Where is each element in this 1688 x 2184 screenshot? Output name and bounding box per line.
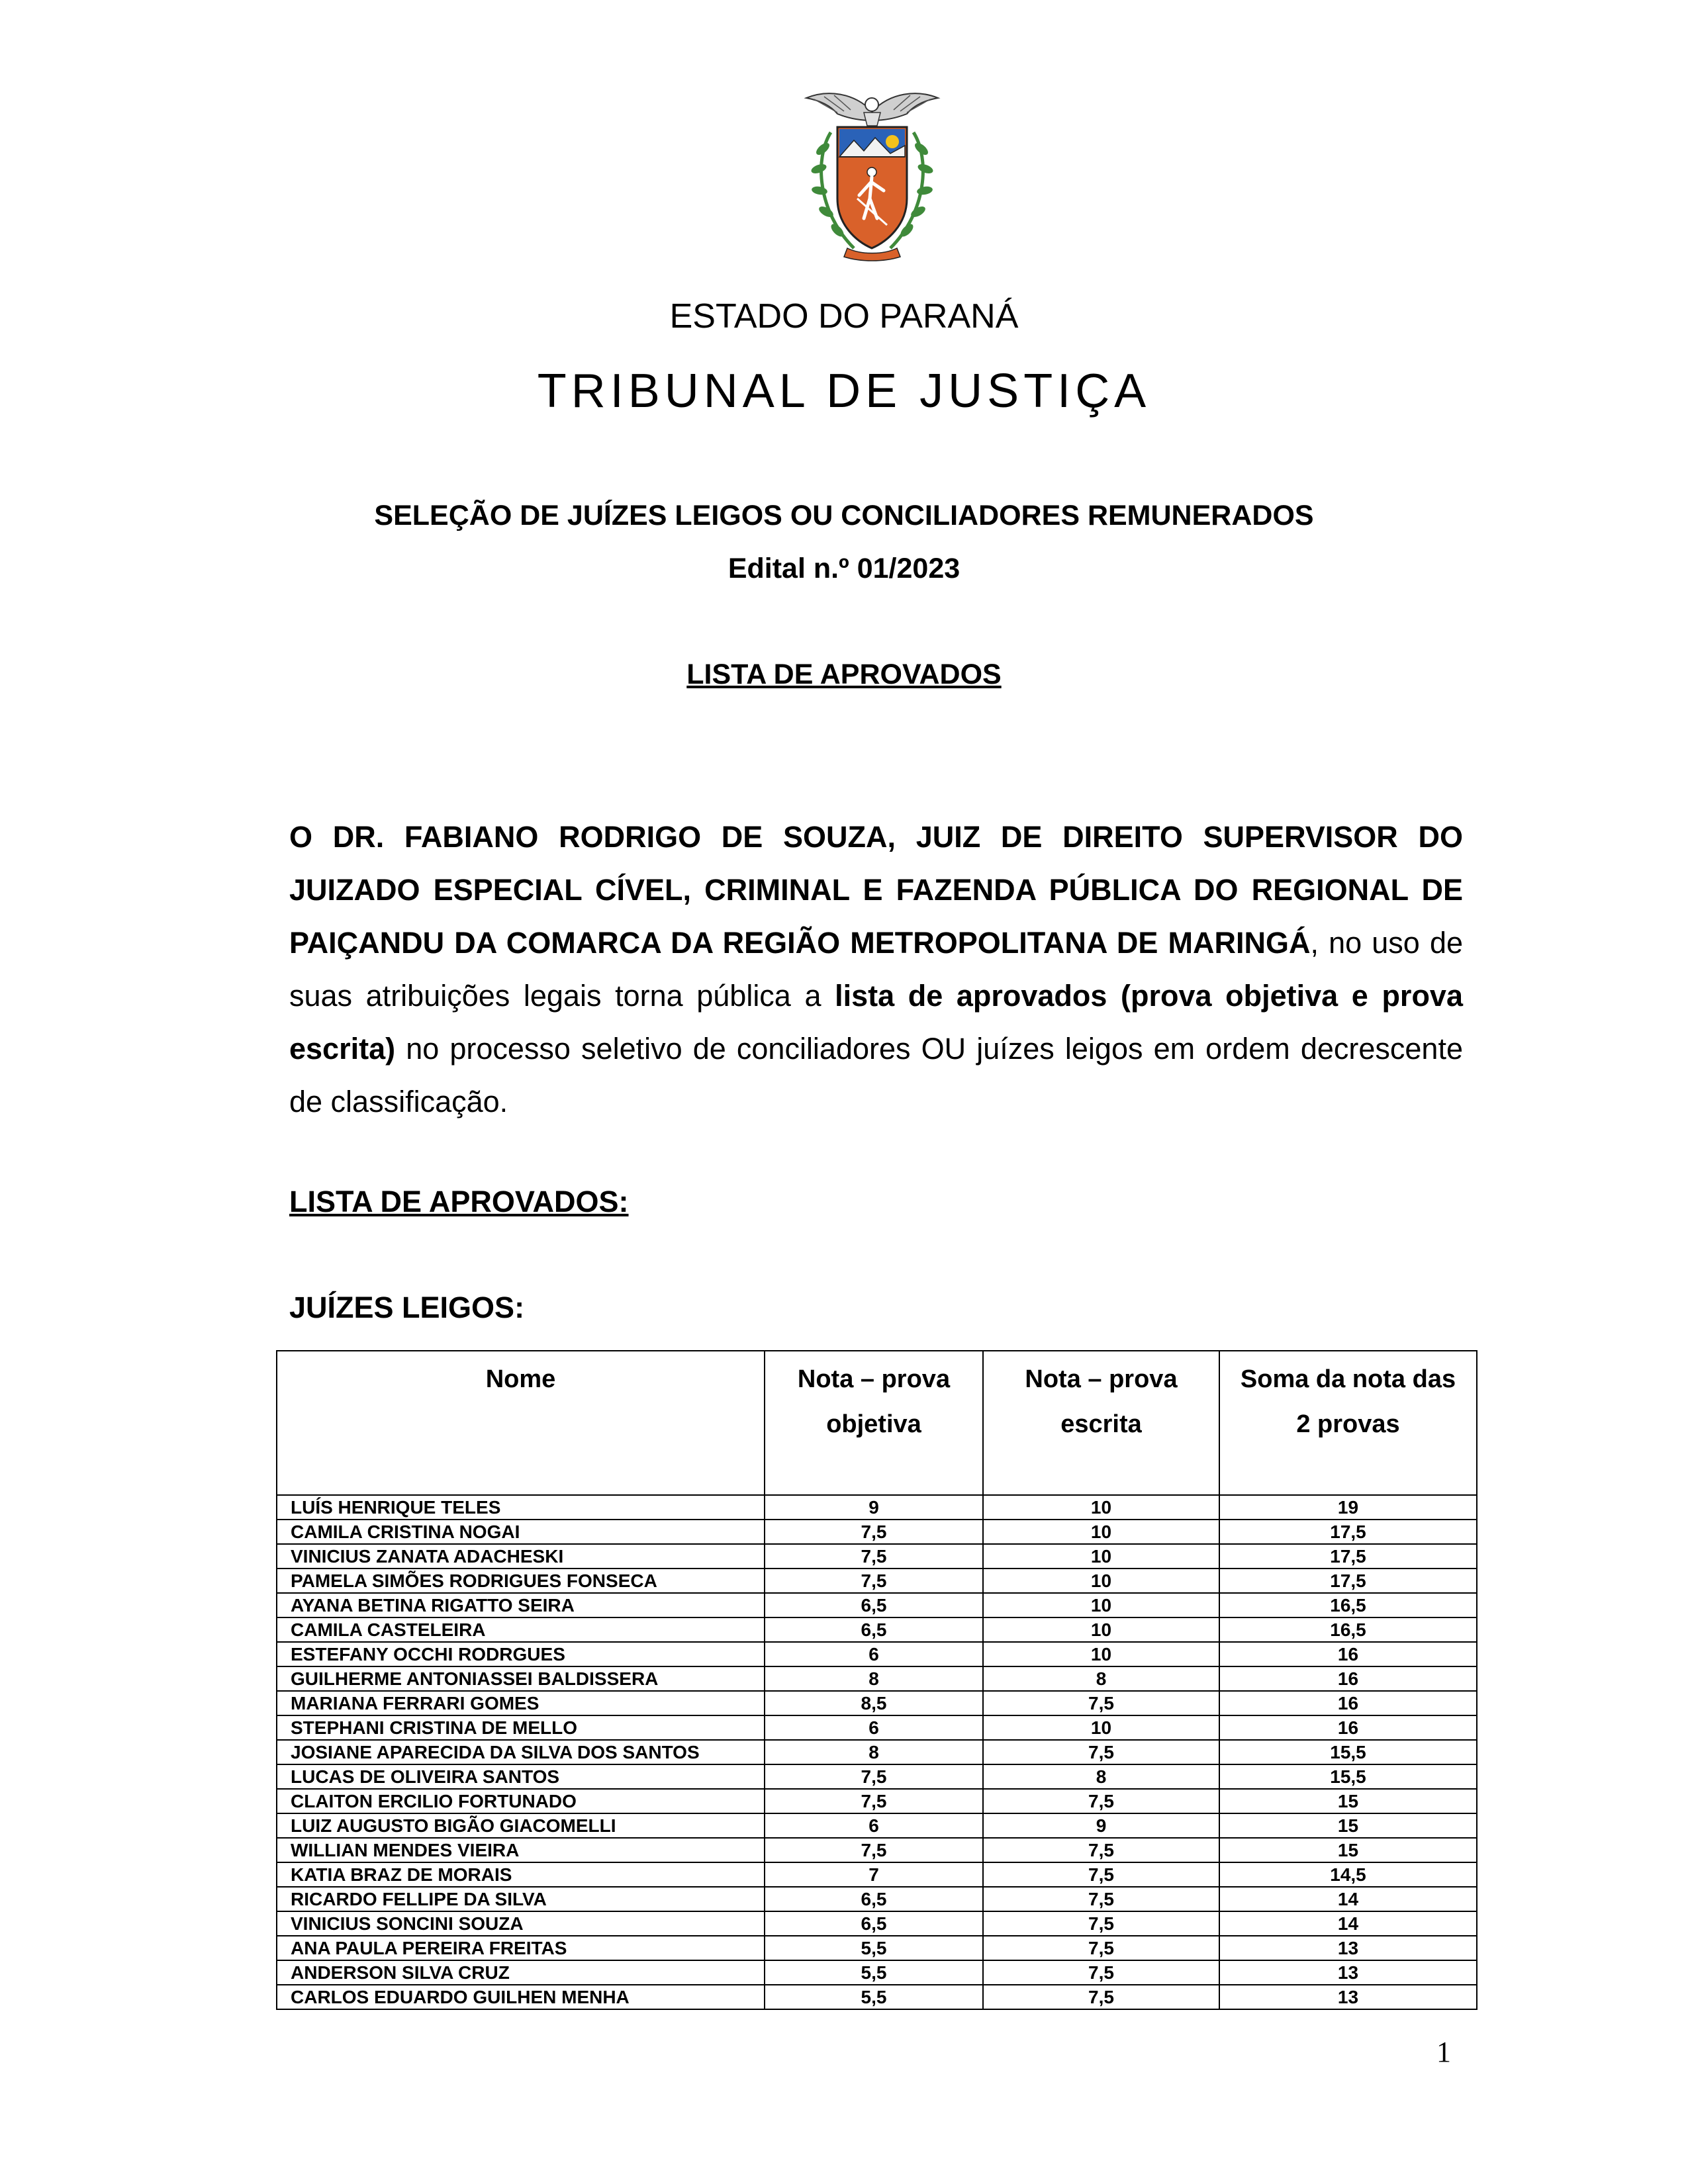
cell-escrita: 7,5	[983, 1862, 1219, 1887]
table-row	[277, 1740, 1477, 1764]
cell-escrita: 7,5	[983, 1838, 1219, 1862]
cell-nome: VINICIUS SONCINI SOUZA	[277, 1911, 765, 1936]
header-objetiva: Nota – prova objetiva	[765, 1351, 983, 1495]
cell-nome: ESTEFANY OCCHI RODRGUES	[277, 1642, 765, 1666]
cell-nome: VINICIUS ZANATA ADACHESKI	[277, 1544, 765, 1569]
cell-objetiva: 8	[765, 1666, 983, 1691]
header-soma: Soma da nota das 2 provas	[1219, 1351, 1477, 1495]
table-row	[277, 1838, 1477, 1862]
cell-escrita: 8	[983, 1666, 1219, 1691]
lay-judges-label: JUÍZES LEIGOS:	[289, 1291, 525, 1324]
court-heading: TRIBUNAL DE JUSTIÇA	[537, 365, 1151, 418]
cell-objetiva: 5,5	[765, 1985, 983, 2009]
cell-soma: 15,5	[1219, 1740, 1477, 1764]
cell-escrita: 7,5	[983, 1789, 1219, 1813]
table-row	[277, 1691, 1477, 1715]
table-row	[277, 1911, 1477, 1936]
approved-list-label: LISTA DE APROVADOS:	[289, 1185, 629, 1218]
table-row	[277, 1544, 1477, 1569]
cell-nome: WILLIAN MENDES VIEIRA	[277, 1838, 765, 1862]
table-row	[277, 1985, 1477, 2009]
cell-objetiva: 6,5	[765, 1911, 983, 1936]
cell-nome: ANDERSON SILVA CRUZ	[277, 1960, 765, 1985]
table-row	[277, 1936, 1477, 1960]
table-row	[277, 1960, 1477, 1985]
cell-escrita: 7,5	[983, 1960, 1219, 1985]
table-row	[277, 1569, 1477, 1593]
cell-escrita: 10	[983, 1569, 1219, 1593]
cell-escrita: 7,5	[983, 1911, 1219, 1936]
cell-objetiva: 7,5	[765, 1764, 983, 1789]
paragraph-text-1: , no uso de suas atribuições legais torna pública a	[289, 926, 1464, 1013]
cell-soma: 14	[1219, 1911, 1477, 1936]
state-heading: ESTADO DO PARANÁ	[669, 297, 1019, 336]
cell-objetiva: 6,5	[765, 1593, 983, 1617]
cell-objetiva: 6,5	[765, 1887, 983, 1911]
coat-of-arms-icon	[801, 86, 943, 265]
cell-soma: 16,5	[1219, 1617, 1477, 1642]
table-row	[277, 1495, 1477, 1520]
paragraph-bold-2: lista de aprovados (prova objetiva e prova escrita)	[289, 979, 1463, 1066]
table-row	[277, 1813, 1477, 1838]
table-row	[277, 1764, 1477, 1789]
cell-escrita: 8	[983, 1764, 1219, 1789]
cell-objetiva: 7,5	[765, 1838, 983, 1862]
cell-objetiva: 6	[765, 1642, 983, 1666]
cell-escrita: 10	[983, 1495, 1219, 1520]
judge-intro: O DR. FABIANO RODRIGO DE SOUZA, JUIZ DE DIREITO SUPERVISOR DO JUIZADO ESPECIAL CÍVEL, CRIMINAL E FAZENDA PÚBLICA DO REGIONAL DE PAIÇANDU DA COMARCA DA REGIÃO METROPOLITANA DE MARINGÁ	[289, 820, 1463, 960]
cell-escrita: 10	[983, 1593, 1219, 1617]
table-row	[277, 1789, 1477, 1813]
cell-nome: PAMELA SIMÕES RODRIGUES FONSECA	[277, 1569, 765, 1593]
cell-objetiva: 6	[765, 1715, 983, 1740]
cell-soma: 15	[1219, 1838, 1477, 1862]
selection-title: SELEÇÃO DE JUÍZES LEIGOS OU CONCILIADORES REMUNERADOS	[374, 500, 1314, 531]
cell-objetiva: 7,5	[765, 1520, 983, 1544]
approved-list-title: LISTA DE APROVADOS	[686, 659, 1002, 690]
cell-soma: 19	[1219, 1495, 1477, 1520]
cell-soma: 15	[1219, 1789, 1477, 1813]
cell-objetiva: 6	[765, 1813, 983, 1838]
cell-escrita: 7,5	[983, 1936, 1219, 1960]
cell-nome: MARIANA FERRARI GOMES	[277, 1691, 765, 1715]
cell-soma: 14	[1219, 1887, 1477, 1911]
cell-soma: 17,5	[1219, 1569, 1477, 1593]
cell-nome: AYANA BETINA RIGATTO SEIRA	[277, 1593, 765, 1617]
edital-number: Edital n.º 01/2023	[727, 553, 961, 584]
cell-soma: 15,5	[1219, 1764, 1477, 1789]
cell-escrita: 10	[983, 1617, 1219, 1642]
cell-nome: CAMILA CASTELEIRA	[277, 1617, 765, 1642]
cell-soma: 17,5	[1219, 1520, 1477, 1544]
cell-escrita: 7,5	[983, 1887, 1219, 1911]
cell-soma: 15	[1219, 1813, 1477, 1838]
cell-escrita: 7,5	[983, 1985, 1219, 2009]
cell-objetiva: 8	[765, 1740, 983, 1764]
cell-nome: LUIZ AUGUSTO BIGÃO GIACOMELLI	[277, 1813, 765, 1838]
cell-soma: 16	[1219, 1642, 1477, 1666]
table-row	[277, 1617, 1477, 1642]
paragraph-text-3: no processo seletivo de conciliadores OU juízes leigos em ordem decrescente de classificação.	[289, 1032, 1463, 1118]
results-body	[277, 1495, 1477, 2009]
cell-escrita: 10	[983, 1520, 1219, 1544]
table-row	[277, 1520, 1477, 1544]
table-row	[277, 1862, 1477, 1887]
cell-objetiva: 5,5	[765, 1960, 983, 1985]
table-row	[277, 1715, 1477, 1740]
cell-objetiva: 5,5	[765, 1936, 983, 1960]
cell-soma: 13	[1219, 1985, 1477, 2009]
cell-soma: 13	[1219, 1960, 1477, 1985]
table-row	[277, 1887, 1477, 1911]
cell-nome: JOSIANE APARECIDA DA SILVA DOS SANTOS	[277, 1740, 765, 1764]
header-nome: Nome	[277, 1351, 765, 1495]
cell-objetiva: 9	[765, 1495, 983, 1520]
cell-objetiva: 7	[765, 1862, 983, 1887]
cell-objetiva: 6,5	[765, 1617, 983, 1642]
cell-soma: 16	[1219, 1715, 1477, 1740]
table-row	[277, 1593, 1477, 1617]
cell-soma: 14,5	[1219, 1862, 1477, 1887]
cell-escrita: 7,5	[983, 1740, 1219, 1764]
cell-nome: CLAITON ERCILIO FORTUNADO	[277, 1789, 765, 1813]
table-row	[277, 1642, 1477, 1666]
announcement-paragraph	[289, 811, 1463, 1128]
cell-escrita: 10	[983, 1715, 1219, 1740]
header-escrita: Nota – prova escrita	[983, 1351, 1219, 1495]
cell-soma: 16	[1219, 1691, 1477, 1715]
cell-nome: LUCAS DE OLIVEIRA SANTOS	[277, 1764, 765, 1789]
cell-nome: CAMILA CRISTINA NOGAI	[277, 1520, 765, 1544]
cell-nome: ANA PAULA PEREIRA FREITAS	[277, 1936, 765, 1960]
table-header-row	[277, 1351, 1477, 1495]
cell-nome: LUÍS HENRIQUE TELES	[277, 1495, 765, 1520]
cell-nome: STEPHANI CRISTINA DE MELLO	[277, 1715, 765, 1740]
cell-nome: RICARDO FELLIPE DA SILVA	[277, 1887, 765, 1911]
cell-soma: 13	[1219, 1936, 1477, 1960]
cell-escrita: 7,5	[983, 1691, 1219, 1715]
table-row	[277, 1666, 1477, 1691]
cell-objetiva: 7,5	[765, 1569, 983, 1593]
cell-soma: 16	[1219, 1666, 1477, 1691]
cell-nome: CARLOS EDUARDO GUILHEN MENHA	[277, 1985, 765, 2009]
cell-objetiva: 7,5	[765, 1544, 983, 1569]
page-number: 1	[1436, 2036, 1451, 2068]
cell-objetiva: 8,5	[765, 1691, 983, 1715]
cell-escrita: 10	[983, 1642, 1219, 1666]
cell-nome: GUILHERME ANTONIASSEI BALDISSERA	[277, 1666, 765, 1691]
results-table	[276, 1350, 1477, 2010]
cell-objetiva: 7,5	[765, 1789, 983, 1813]
cell-nome: KATIA BRAZ DE MORAIS	[277, 1862, 765, 1887]
cell-escrita: 9	[983, 1813, 1219, 1838]
cell-soma: 16,5	[1219, 1593, 1477, 1617]
cell-escrita: 10	[983, 1544, 1219, 1569]
cell-soma: 17,5	[1219, 1544, 1477, 1569]
